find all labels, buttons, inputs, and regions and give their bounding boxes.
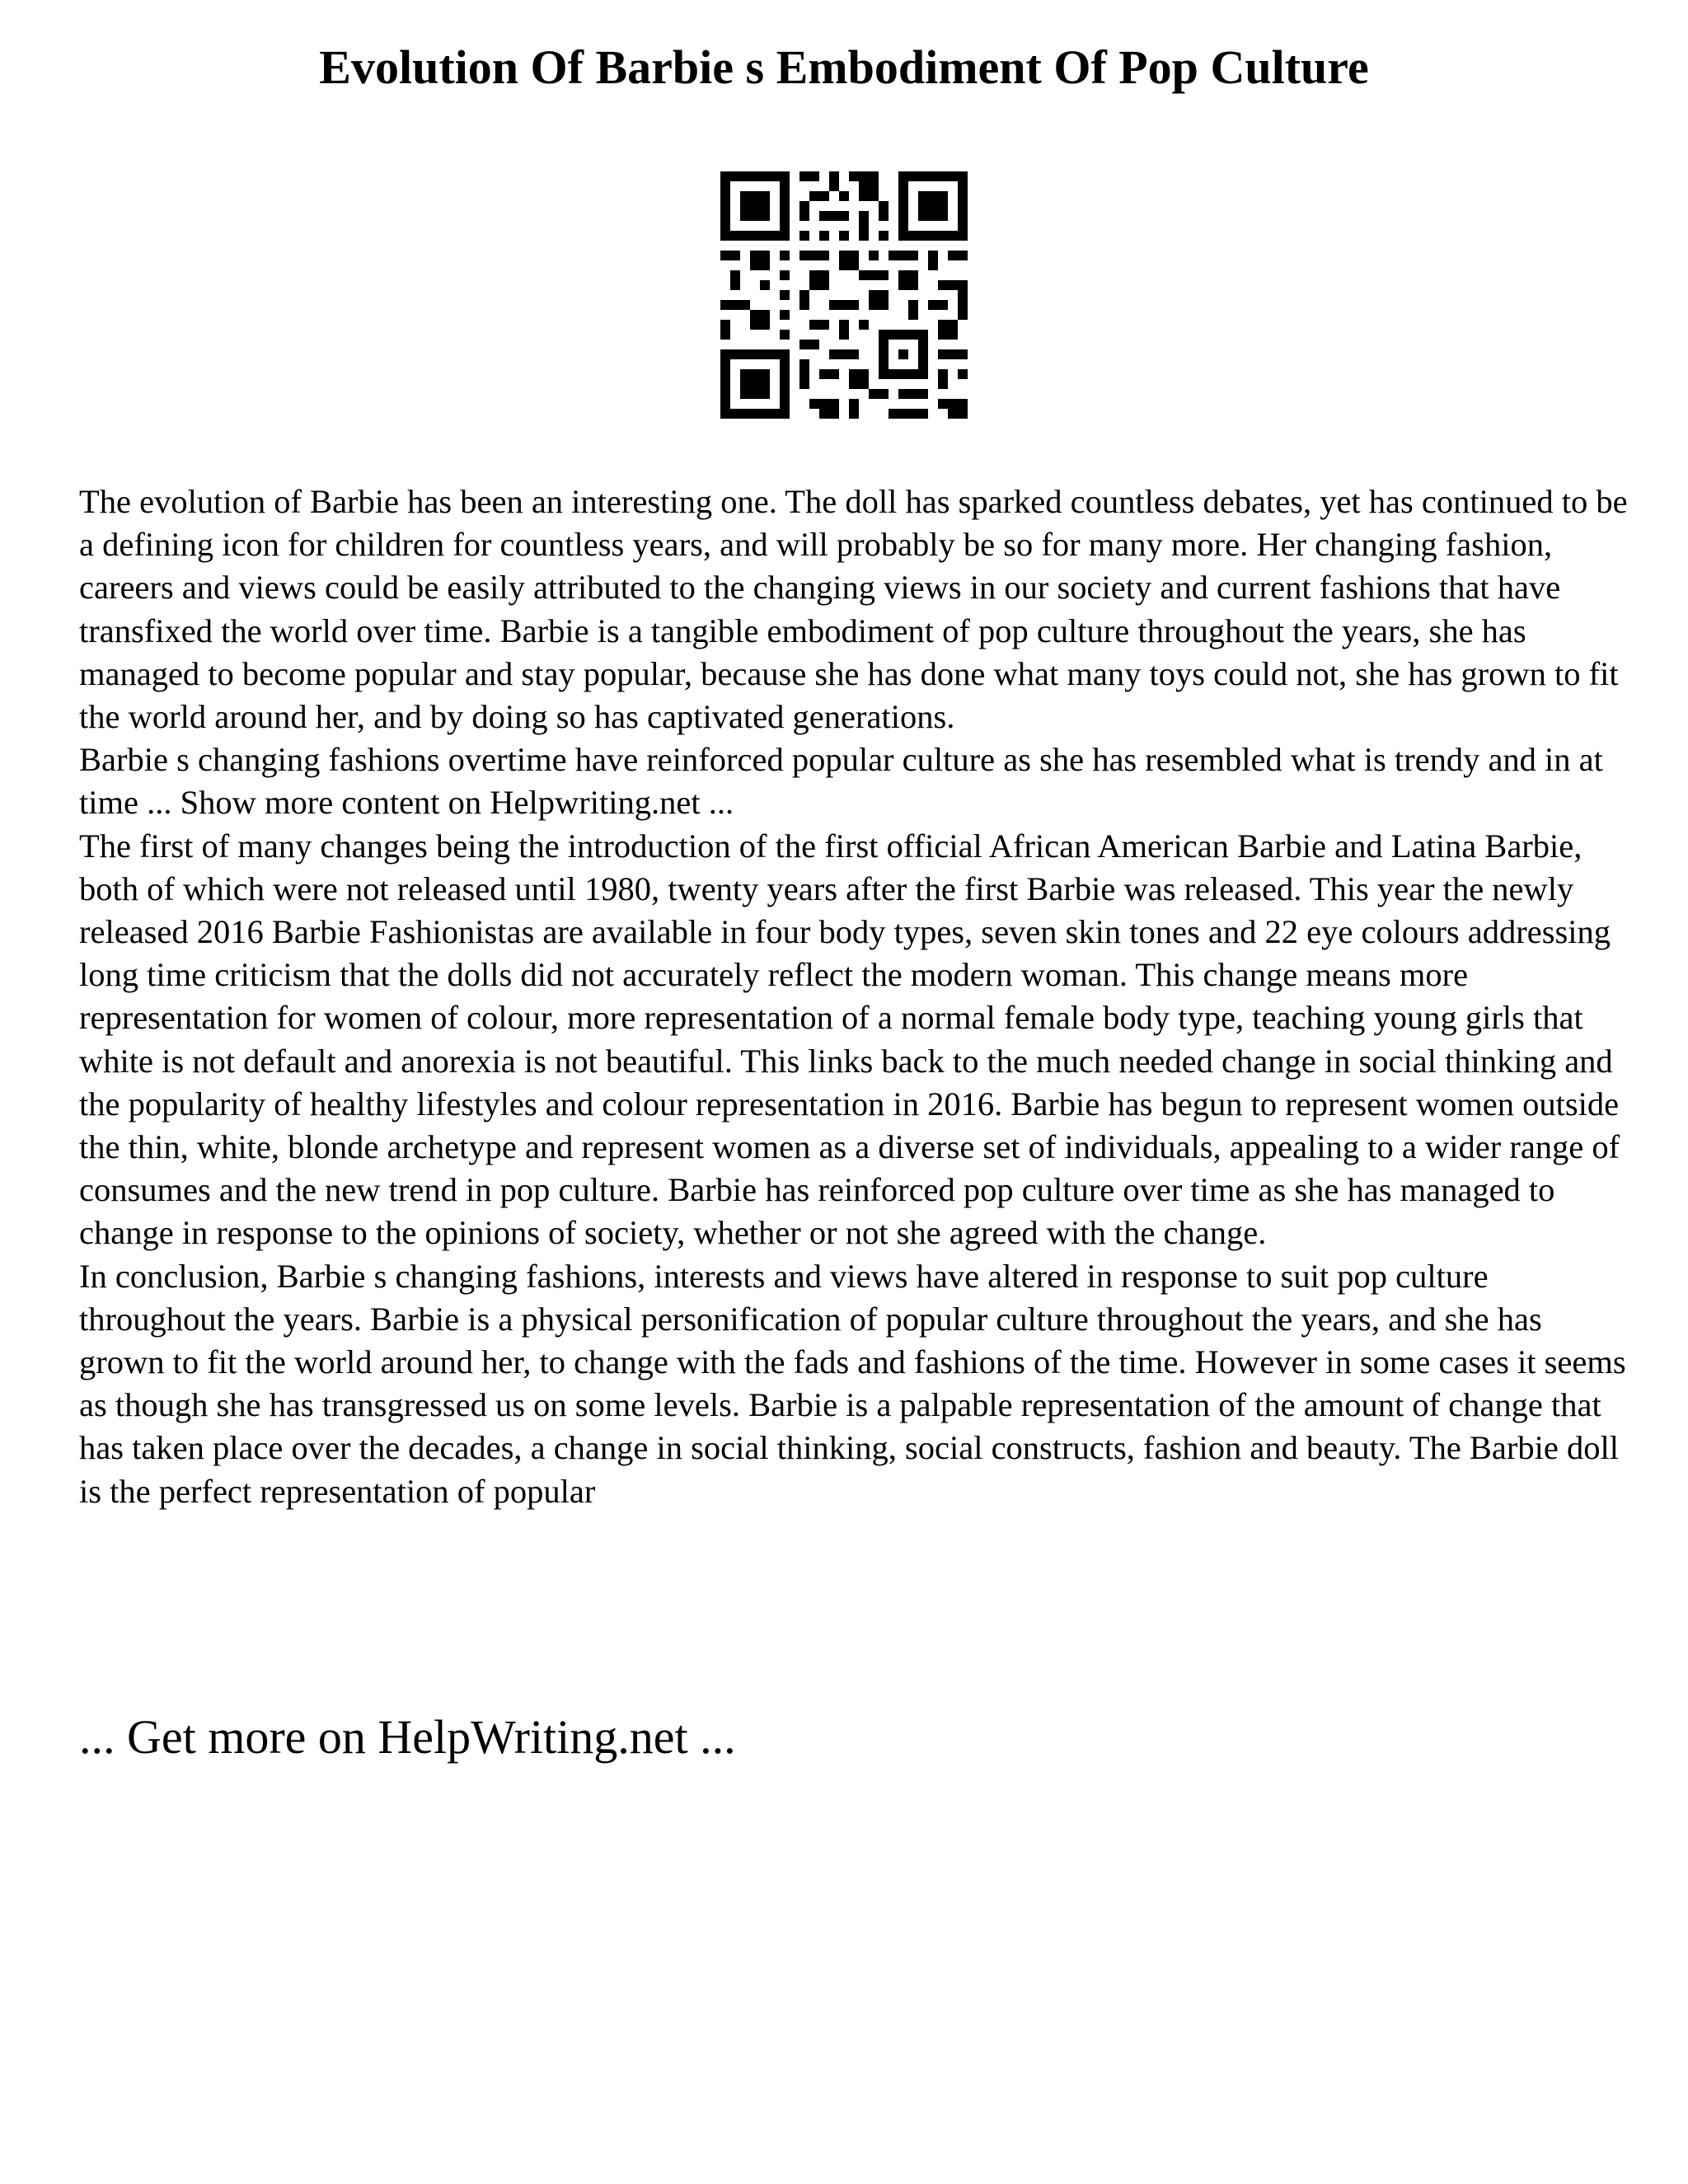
document-body [79, 480, 1629, 1513]
body-paragraph: The first of many changes being the introduction of the first official African American Barbie and Latina Barbie, both of which were not released until 1980, twenty years after the first Barbie was released. This year the newly released 2016 Barbie Fashionistas are available in four body types, seven skin tones and 22 eye colours addressing long time criticism that the dolls did not accurately reflect the modern woman. This change means more representation for women of colour, more representation of a normal female body type, teaching young girls that white is not default and anorexia is not beautiful. This links back to the much needed change in social thinking and the popularity of healthy lifestyles and colour representation in 2016. Barbie has begun to represent women outside the thin, white, blonde archetype and represent women as a diverse set of individuals, appealing to a wider range of consumes and the new trend in pop culture. Barbie has reinforced pop culture over time as she has managed to change in response to the opinions of society, whether or not she agreed with the change. [79, 827, 1620, 1252]
qr-code-icon [720, 171, 968, 419]
body-paragraph: The evolution of Barbie has been an interesting one. The doll has sparked countless debates, yet has continued to be a defining icon for children for countless years, and will probably be so for many more. Her changing fashion, careers and views could be easily attributed to the changing views in our society and current fashions that have transfixed the world over time. Barbie is a tangible embodiment of pop culture throughout the years, she has managed to become popular and stay popular, because she has done what many toys could not, she has grown to fit the world around her, and by doing so has captivated generations. [79, 483, 1628, 736]
document-title: Evolution Of Barbie s Embodiment Of Pop Culture [319, 40, 1369, 94]
body-paragraph: In conclusion, Barbie s changing fashions, interests and views have altered in response to suit pop culture throughout the years. Barbie is a physical personification of popular culture throughout the years, and she has grown to fit the world around her, to change with the fads and fashions of the time. However in some cases it seems as though she has transgressed us on some levels. Barbie is a palpable representation of the amount of change that has taken place over the decades, a change in social thinking, social constructs, fashion and beauty. The Barbie doll is the perfect representation of popular [79, 1257, 1626, 1510]
get-more-link[interactable]: ... Get more on HelpWriting.net ... [79, 1710, 736, 1764]
body-paragraph: Barbie s changing fashions overtime have reinforced popular culture as she has resembled what is trendy and in at time ... Show more content on Helpwriting.net ... [79, 741, 1603, 822]
